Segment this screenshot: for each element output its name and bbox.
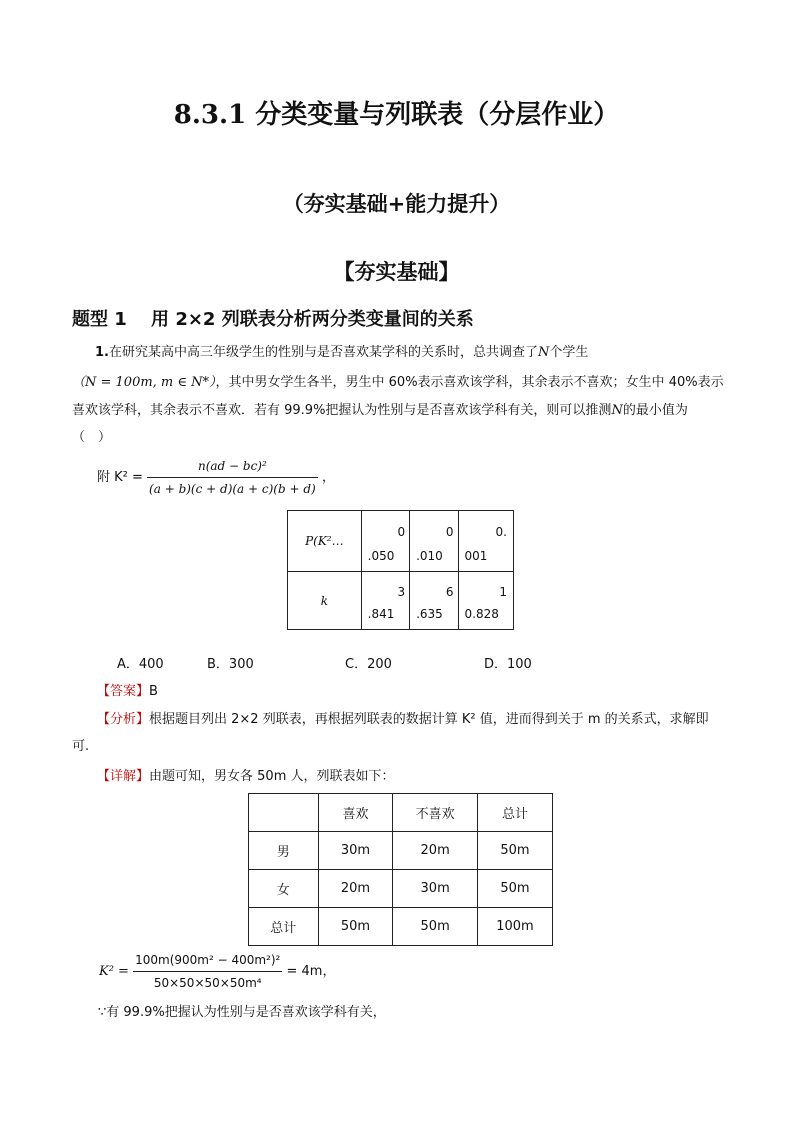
table-header-cell [249,794,319,832]
conclusion-line: ∵有 99.9%把握认为性别与是否喜欢该学科有关， [98,1005,386,1020]
question-line-1: 1.在研究某高中高三年级学生的性别与是否喜欢某学科的关系时，总共调查了N个学生 [95,345,589,360]
detail-tag: 【详解】 [97,769,150,784]
page-subtitle: （夯实基础+能力提升） [282,192,511,216]
contingency-table [248,793,553,946]
table-cell: 3 .841 [361,572,409,630]
chi-square-formula: 附 K² = $\frac{\text{n(ad − bc)²}}{(a + b)(c + d)(a + c)(b + d)}$ ， [97,456,335,499]
answer-blank: （ ） [72,430,112,445]
table-row: 男 30m 20m 50m [249,832,553,870]
analysis-line-2: 可. [72,739,90,754]
table-header-cell: 喜欢 [318,794,393,832]
table-cell: 1 0.828 [458,572,513,630]
option-c: C．200 [345,657,392,672]
option-d: D．100 [484,657,532,672]
answer-line: 【答案】B [97,684,158,699]
option-a: A．400 [117,657,164,672]
option-b: B．300 [207,657,254,672]
analysis-tag: 【分析】 [97,712,150,727]
table-row-label: P(K²… [288,511,362,572]
question-type-heading: 题型 1 用 2×2 列联表分析两分类变量间的关系 [72,309,474,330]
detail-line-1: 【详解】由题可知，男女各 50m 人，列联表如下： [97,769,395,784]
table-cell: 6 .635 [410,572,458,630]
analysis-line-1: 【分析】根据题目列出 2×2 列联表，再根据列联表的数据计算 K² 值，进而得到关于 m 的关系式，求解即 [97,712,709,727]
answer-tag: 【答案】 [97,684,150,699]
question-line-3: 喜欢该学科，其余表示不喜欢．若有 99.9%把握认为性别与是否喜欢该学科有关，则可以推测N的最小值为 [72,403,688,418]
question-line-2: （N = 100m, m ∈ N*），其中男女学生各半，男生中 60%表示喜欢该学科，其余表示不喜欢；女生中 40%表示 [72,375,724,390]
critical-value-table [287,510,514,630]
question-number: 1. [95,345,109,360]
table-header-cell: 不喜欢 [393,794,478,832]
table-row: 总计 50m 50m 100m [249,908,553,946]
table-cell: 0 .050 [361,511,409,572]
k2-computation: K² = $\frac{\text{100m(900m² − 400m²)²}}{\text{50×50×50×50m⁴}}$ = 4m， [99,950,335,993]
table-cell: 0 .010 [410,511,458,572]
table-row: 女 20m 30m 50m [249,870,553,908]
page-title: 8.3.1 分类变量与列联表（分层作业） [173,100,620,130]
table-row-label: k [288,572,362,630]
k2-fraction: $\frac{\text{100m(900m² − 400m²)²}}{\text{50×50×50×50m⁴}}$ [133,950,282,993]
table-cell: 0. 001 [458,511,513,572]
because-symbol: ∵ [98,1005,107,1020]
table-header-cell: 总计 [477,794,552,832]
section-heading: 【夯实基础】 [333,260,460,284]
formula-fraction: $\frac{\text{n(ad − bc)²}}{(a + b)(c + d)(a + c)(b + d)}$ [147,456,318,499]
